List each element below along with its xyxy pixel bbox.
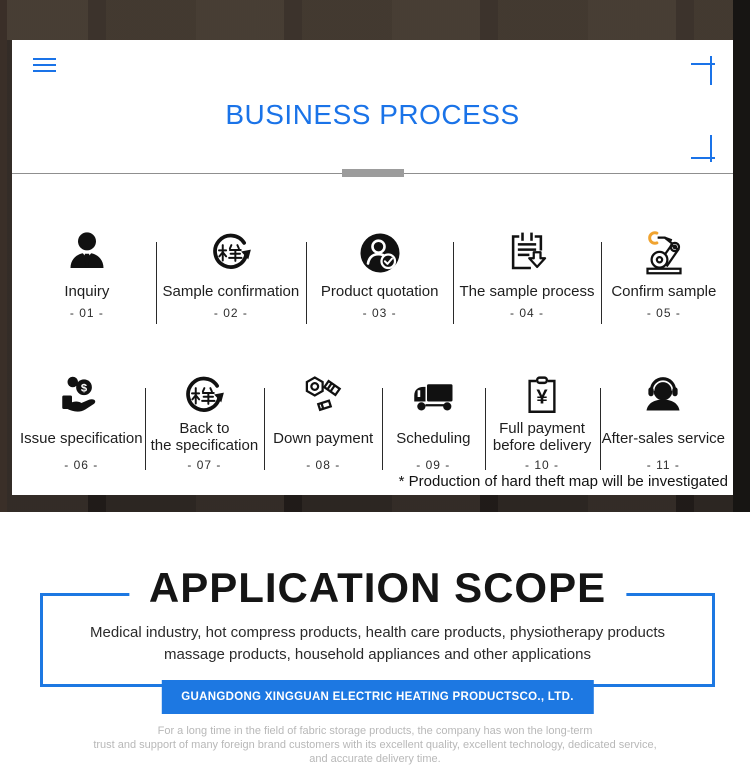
company-description-line1: For a long time in the field of fabric storage products, the company has won the long-term [157,725,593,737]
step-number: - 04 - [509,306,544,320]
process-step-after-sales [600,372,727,472]
company-name-banner: GUANGDONG XINGGUAN ELECTRIC HEATING PRODUCTSCO., LTD. [161,680,593,714]
step-label-line2: before delivery [492,437,592,454]
document-download-icon [503,229,551,277]
sample-cycle-icon [180,372,228,420]
step-number: - 09 - [416,458,451,472]
step-number: - 10 - [525,458,560,472]
company-description-line3: and accurate delivery time. [309,753,441,765]
process-step-back-to-specification [145,372,265,472]
process-step-sample-confirmation [156,226,306,326]
step-label: Sample confirmation [162,282,300,300]
application-scope-text [43,622,712,666]
step-number: - 03 - [362,306,397,320]
step-label: After-sales service [601,429,725,447]
step-label: Inquiry [64,282,110,300]
section-divider-accent [342,169,404,177]
hand-money-icon [57,373,105,421]
process-step-issue-specification [18,372,145,472]
company-description [0,724,750,766]
step-label: Back to [179,420,230,437]
step-number: - 01 - [69,306,104,320]
step-label: Full payment [499,420,585,437]
step-label: Issue specification [20,429,143,447]
process-step-sample-process [453,226,600,326]
process-row-1 [18,226,727,326]
nuts-bolts-icon [299,373,347,421]
hamburger-menu-icon[interactable] [33,58,56,76]
application-scope-box [40,564,715,703]
application-scope-line2: massage products, household appliances and other applications [164,646,591,663]
step-label: Down payment [273,429,374,447]
step-label: Confirm sample [611,282,717,300]
process-step-down-payment [264,372,382,472]
application-scope-title: APPLICATION SCOPE [129,566,626,610]
person-check-icon [356,229,404,277]
company-description-line2: trust and support of many foreign brand customers with its excellent quality, excellent technology, dedicated service, [93,739,657,751]
process-step-confirm-sample [601,226,727,326]
step-label: Scheduling [396,429,471,447]
process-step-full-payment [485,372,600,472]
payment-clipboard-icon [518,372,566,420]
application-scope-line1: Medical industry, hot compress products, health care products, physiotherapy products [89,624,665,641]
step-label: Product quotation [320,282,439,300]
process-step-product-quotation [306,226,453,326]
headset-person-icon [639,373,687,421]
crop-mark-bottom-icon [691,135,719,165]
section-title-business-process: BUSINESS PROCESS [225,99,520,130]
business-process-card [12,40,733,495]
process-step-scheduling [382,372,484,472]
process-row-2 [18,372,727,472]
process-step-inquiry [18,226,156,326]
sample-cycle-icon [207,229,255,277]
businessman-icon [63,229,111,277]
production-note: * Production of hard theft map will be investigated [398,473,728,490]
step-number: - 06 - [64,458,99,472]
step-number: - 07 - [187,458,222,472]
step-number: - 11 - [646,458,680,472]
step-label-line2: the specification [150,437,259,454]
truck-icon [409,373,457,421]
crop-mark-top-icon [691,53,719,87]
robot-arm-icon [640,229,688,277]
step-number: - 05 - [646,306,681,320]
step-number: - 02 - [213,306,248,320]
step-label: The sample process [459,282,595,300]
step-number: - 08 - [306,458,341,472]
